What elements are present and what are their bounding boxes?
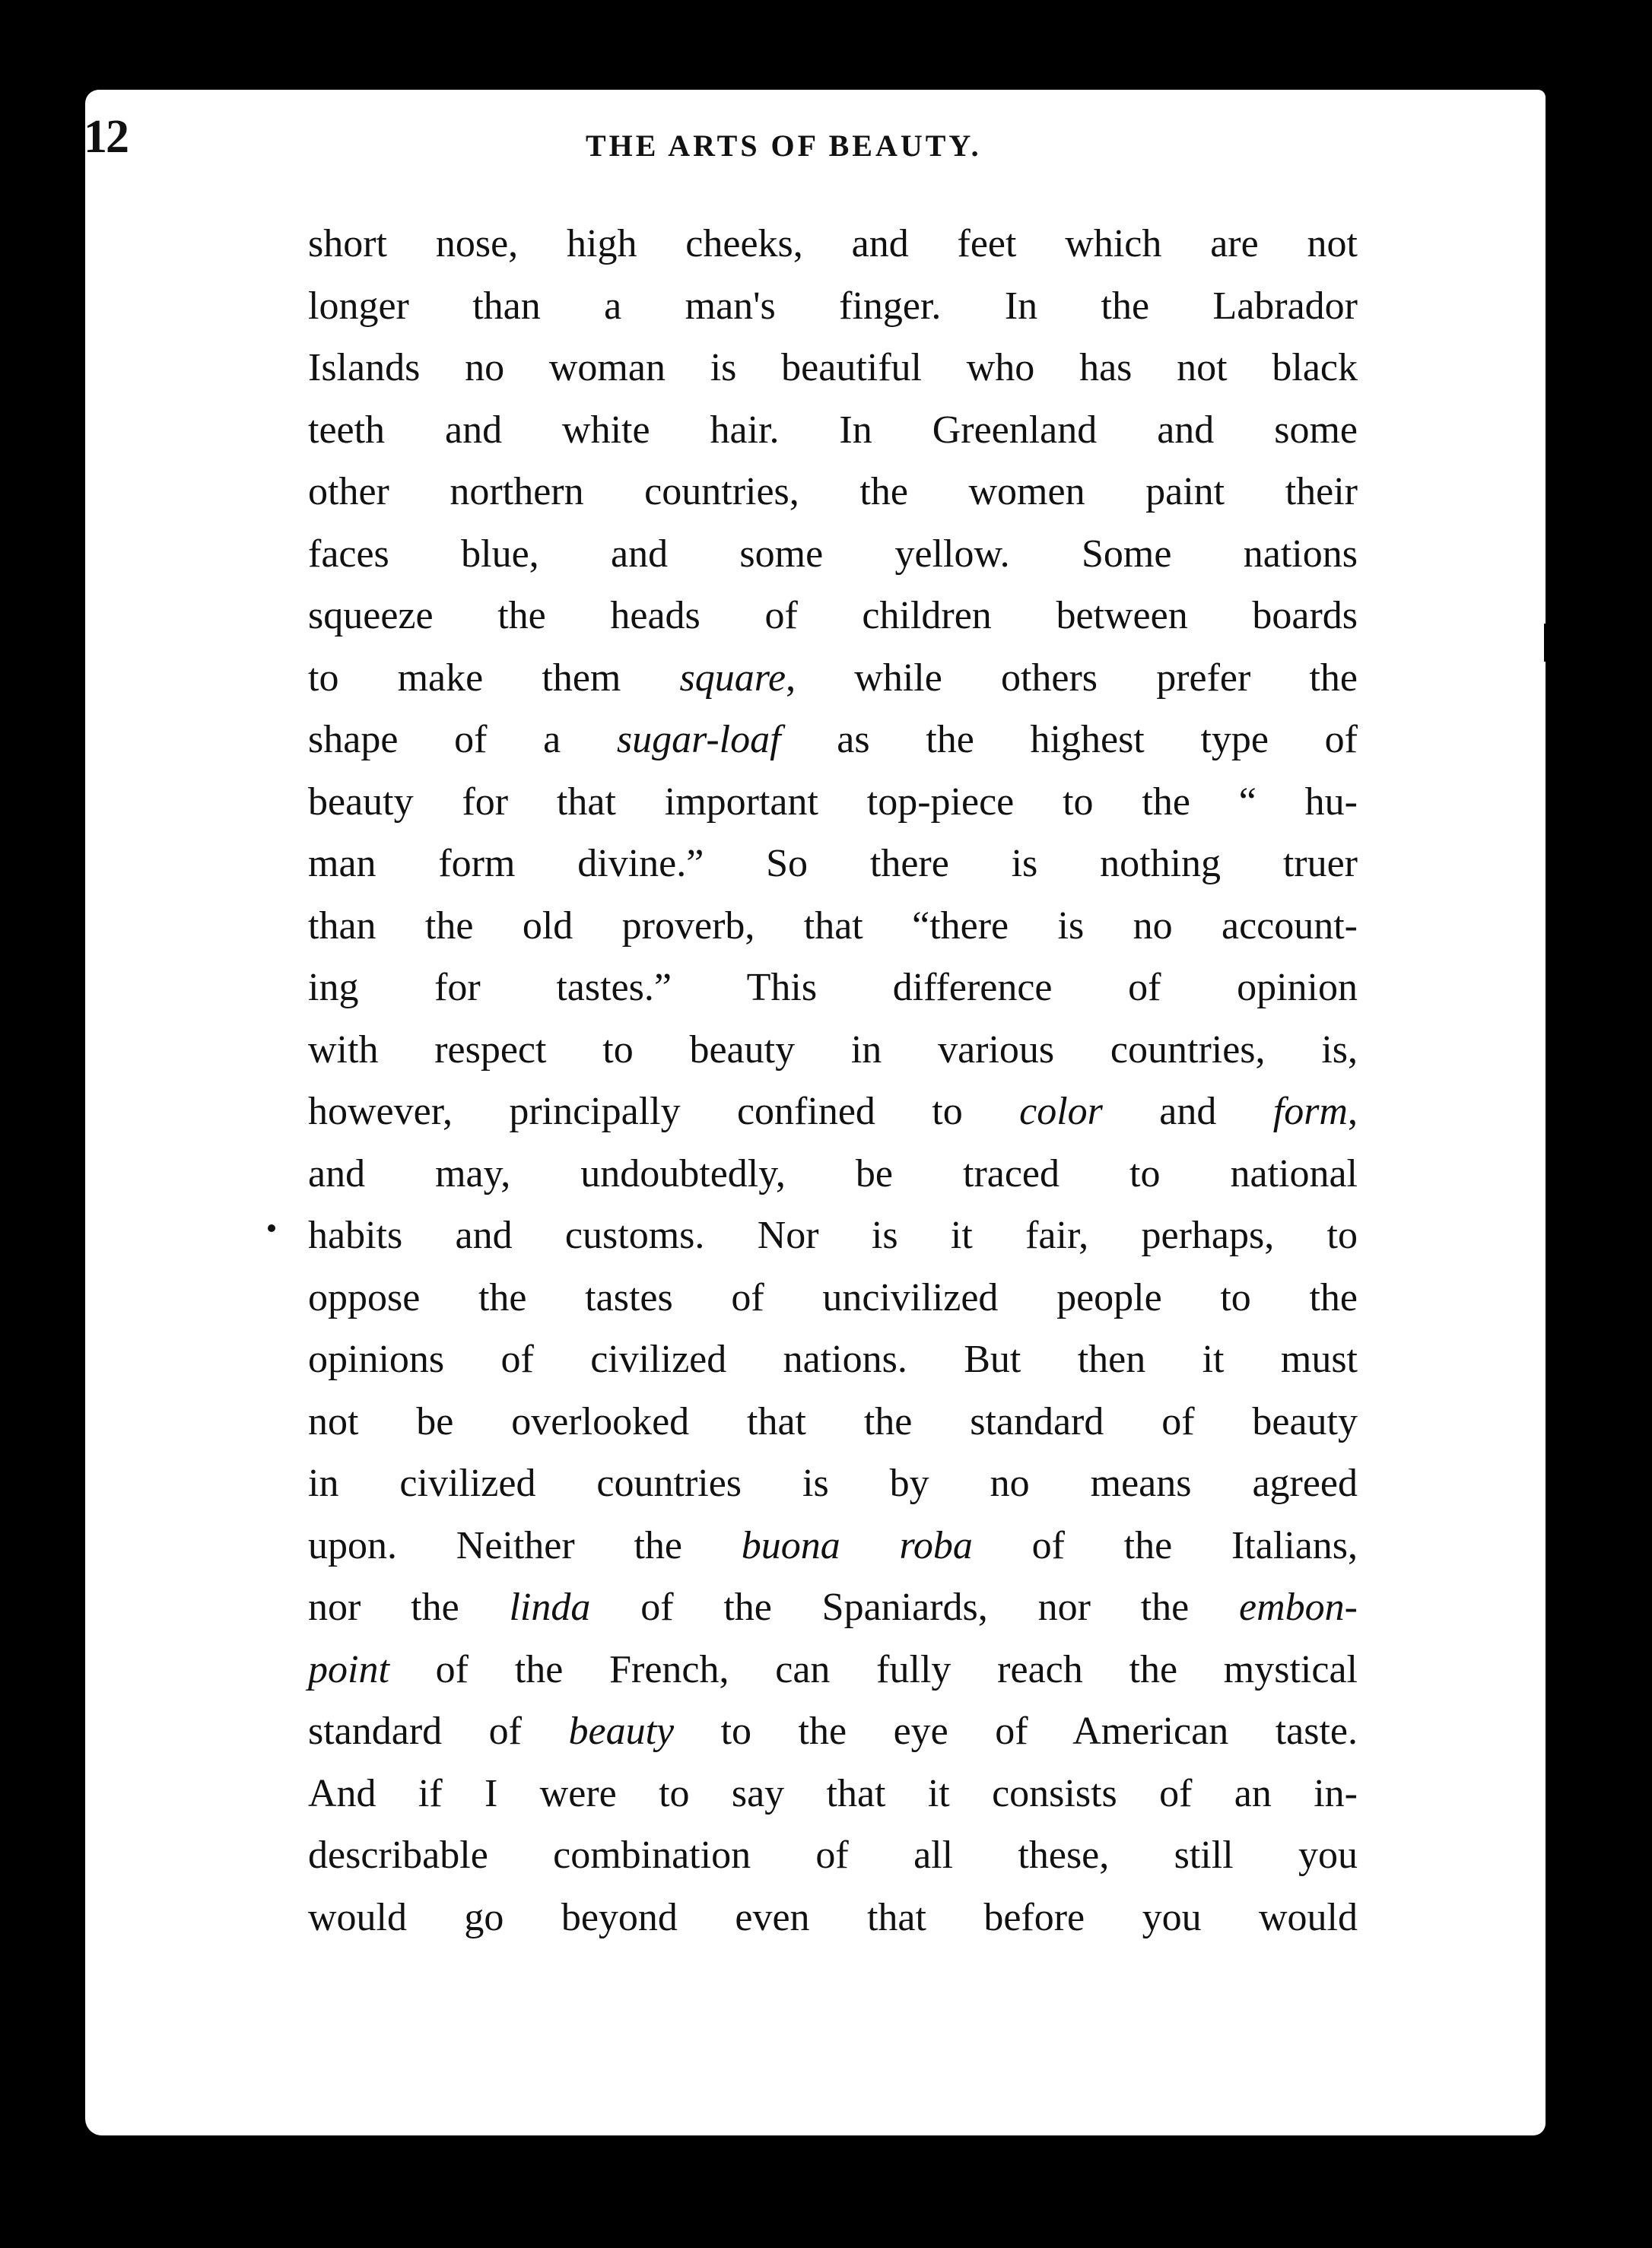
italic-text: color [1019, 1090, 1103, 1133]
text-line [308, 1639, 1358, 1701]
text-run: , [1348, 1090, 1358, 1133]
italic-text: embon- [1239, 1586, 1358, 1629]
text-line: short nose, high cheeks, and feet which are not [308, 222, 1358, 265]
text-line: other northern countries, the women paint their [308, 470, 1358, 513]
text-line: ing for tastes.” This difference of opinion [308, 966, 1358, 1009]
text-line [308, 647, 1358, 710]
page-number: 12 [84, 111, 128, 163]
text-run: standard of [308, 1710, 569, 1753]
scan-mark [1552, 1582, 1561, 1609]
scan-mark [1549, 1483, 1561, 1544]
text-line: not be overlooked that the standard of beauty [308, 1399, 1358, 1443]
text-run: and [1102, 1090, 1273, 1133]
text-line: oppose the tastes of uncivilized people to the [308, 1275, 1358, 1319]
text-line: beauty for that important top-piece to the “ hu- [308, 779, 1358, 824]
body-text [308, 213, 1358, 1948]
text-run: shape of a [308, 718, 617, 761]
italic-text: point [308, 1647, 389, 1691]
running-head: THE ARTS OF BEAUTY. [586, 129, 982, 163]
text-line: teeth and white hair. In Greenland and some [308, 408, 1358, 452]
text-run: nor the [308, 1586, 510, 1629]
text-line: with respect to beauty in various countries, is, [308, 1027, 1358, 1072]
italic-text: beauty [568, 1710, 675, 1753]
text-line [308, 1515, 1358, 1577]
text-line: than the old proverb, that “there is no account- [308, 903, 1358, 948]
text-run: to make them [308, 656, 680, 700]
italic-text: square [679, 656, 786, 700]
text-run: of the Spaniards, nor the [590, 1586, 1240, 1629]
text-line: would go beyond even that before you would [308, 1895, 1358, 1939]
text-line: opinions of civilized nations. But then it must [308, 1338, 1358, 1381]
text-line [308, 1081, 1358, 1143]
text-line: And if I were to say that it consists of an in- [308, 1771, 1358, 1815]
text-line: habits and customs. Nor is it fair, perhaps, to [308, 1214, 1358, 1257]
text-line: and may, undoubtedly, be traced to national [308, 1151, 1358, 1195]
text-line: man form divine.” So there is nothing truer [308, 842, 1358, 885]
text-line: Islands no woman is beautiful who has not black [308, 346, 1358, 389]
text-line [308, 1700, 1358, 1763]
text-line [308, 1576, 1358, 1639]
text-line [308, 709, 1358, 771]
text-line: squeeze the heads of children between boards [308, 594, 1358, 637]
italic-text: buona roba [741, 1523, 973, 1567]
text-run: however, principally confined to [308, 1090, 1020, 1133]
text-run: as the highest type of [780, 718, 1358, 761]
italic-text: sugar-loaf [616, 718, 781, 761]
text-run: , while others prefer the [786, 656, 1358, 700]
page-edge-shadow [1546, 99, 1576, 2129]
scan-mark [1552, 517, 1562, 570]
text-run: to the eye of American taste. [674, 1710, 1358, 1753]
margin-dot [268, 1224, 275, 1232]
italic-text: linda [509, 1586, 591, 1629]
text-line: faces blue, and some yellow. Some nations [308, 532, 1358, 576]
text-line: longer than a man's finger. In the Labrador [308, 284, 1358, 328]
text-run: of the Italians, [972, 1523, 1358, 1567]
text-line: describable combination of all these, still you [308, 1834, 1358, 1877]
text-run: upon. Neither the [308, 1523, 742, 1567]
text-line: in civilized countries is by no means agreed [308, 1462, 1358, 1505]
scan-mark [1544, 624, 1556, 662]
text-run: of the French, can fully reach the mystical [389, 1647, 1358, 1691]
italic-text: form [1272, 1090, 1348, 1133]
